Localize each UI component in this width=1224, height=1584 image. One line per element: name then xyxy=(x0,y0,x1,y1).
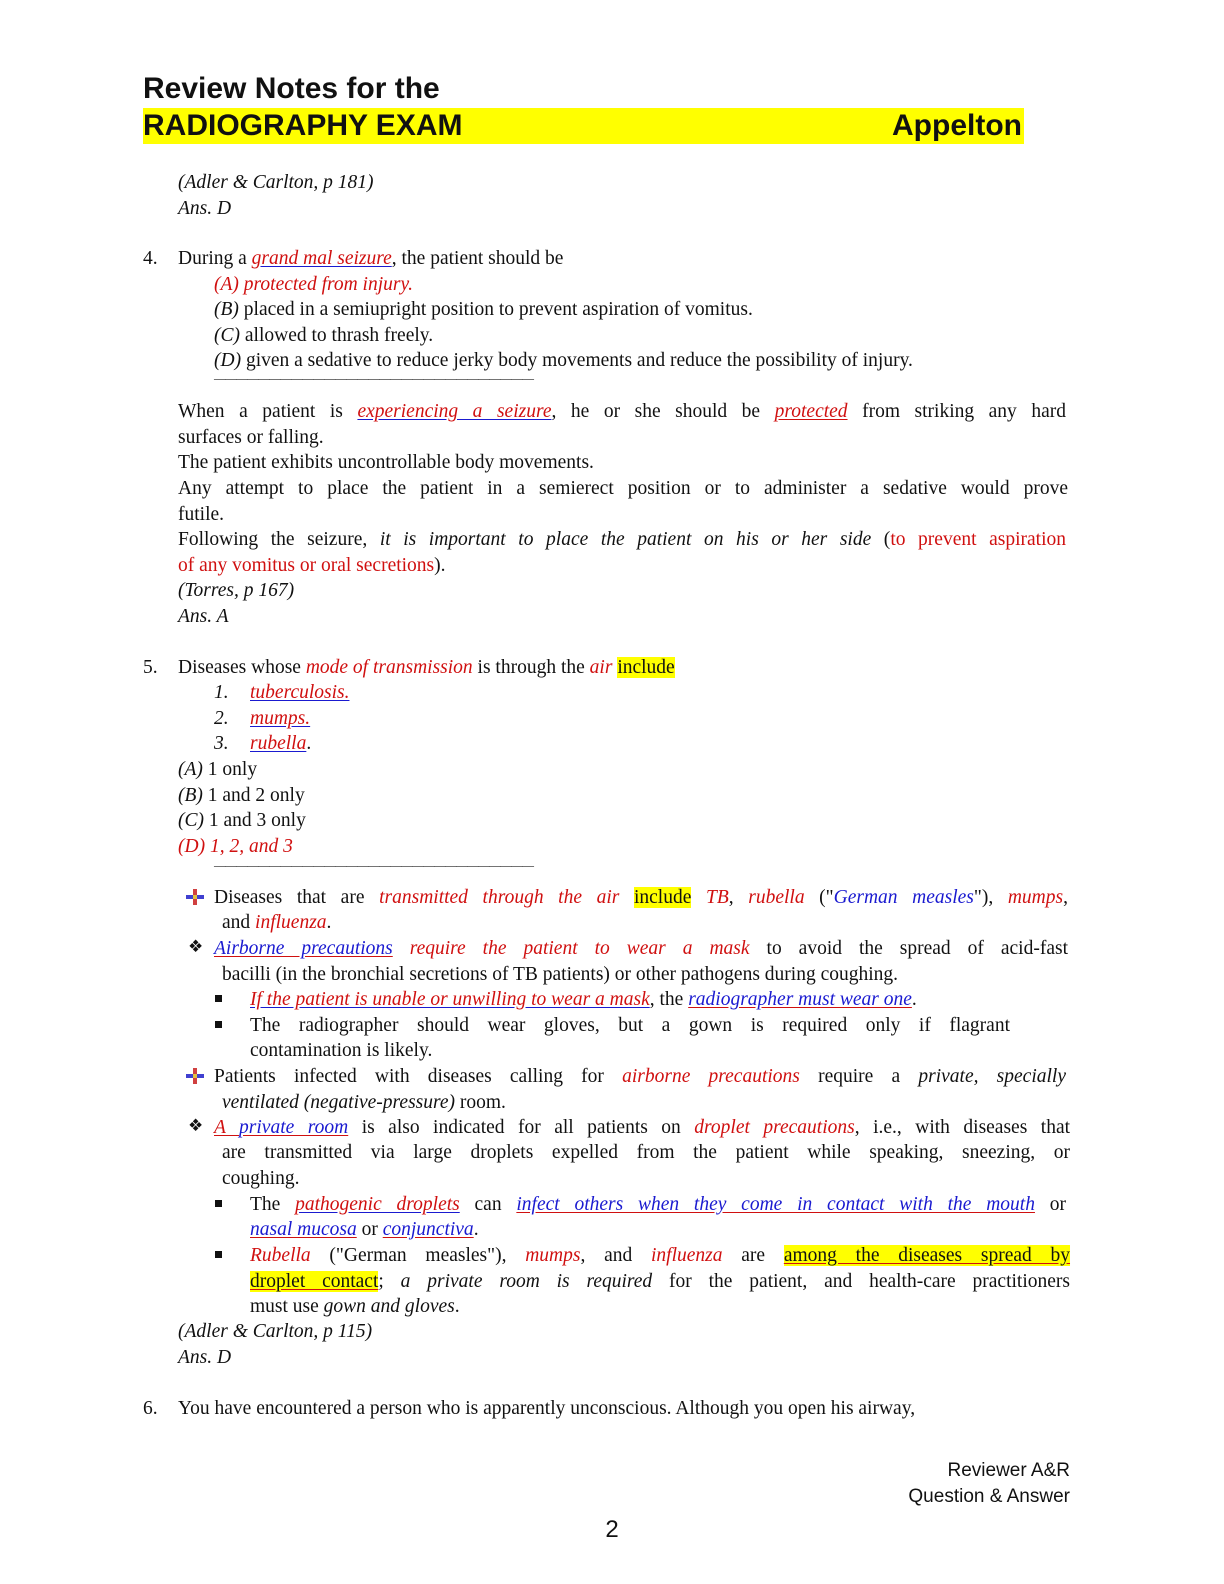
q4-explanation-line-5: futile. xyxy=(178,504,225,525)
q5-answer: Ans. D xyxy=(178,1347,232,1368)
q5-reference: (Adler & Carlton, p 115) xyxy=(178,1321,373,1342)
q5-bullet-5-line-2: ventilated (negative-pressure) room. xyxy=(222,1092,506,1113)
q4-explanation-line-2: surfaces or falling. xyxy=(178,427,324,448)
q4-explanation-line-7: of any vomitus or oral secretions). xyxy=(178,555,446,576)
header-exam-title: RADIOGRAPHY EXAM xyxy=(143,109,463,142)
q5-divider: ————————————————————————————— xyxy=(214,858,533,872)
q5-bullet-4-line-2: contamination is likely. xyxy=(250,1040,433,1061)
q4-option-a: (A) protected from injury. xyxy=(214,274,413,295)
q5-bullet-8-line-2: droplet contact; a private room is required for the patient, and health-care practitioners xyxy=(250,1271,1070,1292)
q5-bullet-6-line-3: coughing. xyxy=(222,1168,300,1189)
q4-answer: Ans. A xyxy=(178,606,229,627)
q3-reference: (Adler & Carlton, p 181) xyxy=(178,172,374,193)
footer-line-2: Question & Answer xyxy=(908,1486,1070,1507)
q5-option-a: (A) 1 only xyxy=(178,759,258,780)
q5-item-1: 1. tuberculosis. xyxy=(214,682,350,703)
q5-bullet-7-line-2: nasal mucosa or conjunctiva. xyxy=(250,1219,479,1240)
q4-number: 4. xyxy=(143,248,158,269)
plus-arrow-icon xyxy=(186,1068,204,1084)
q4-reference: (Torres, p 167) xyxy=(178,580,295,601)
page-number: 2 xyxy=(605,1516,619,1543)
q5-bullet-2-line-1: Airborne precautions require the patient to wear a mask to avoid the spread of acid-fast xyxy=(214,938,1069,959)
q4-option-c: (C) allowed to thrash freely. xyxy=(214,325,434,346)
q5-bullet-1-line-1: Diseases that are transmitted through the air include TB, rubella ("German measles"), mumps, xyxy=(214,887,1068,908)
q4-divider: ————————————————————————————— xyxy=(214,371,533,385)
q5-item-3: 3. rubella. xyxy=(214,733,312,754)
q3-answer: Ans. D xyxy=(178,198,232,219)
square-bullet-icon xyxy=(215,1251,222,1258)
q5-bullet-7-line-1: The pathogenic droplets can infect others when they come in contact with the mouth or xyxy=(250,1194,1066,1215)
q5-bullet-4-line-1: The radiographer should wear gloves, but a gown is required only if flagrant xyxy=(250,1015,1010,1036)
q6-number: 6. xyxy=(143,1398,158,1419)
q4-explanation-line-3: The patient exhibits uncontrollable body movements. xyxy=(178,452,594,473)
q4-explanation-line-6: Following the seizure, it is important to place the patient on his or her side (to prevent aspiration xyxy=(178,529,1066,550)
q5-bullet-5-line-1: Patients infected with diseases calling for airborne precautions require a private, specially xyxy=(214,1066,1066,1087)
q5-bullet-3: If the patient is unable or unwilling to wear a mask, the radiographer must wear one. xyxy=(250,989,917,1010)
q4-option-d: (D) given a sedative to reduce jerky body movements and reduce the possibility of injury. xyxy=(214,350,913,371)
q5-option-d: (D) 1, 2, and 3 xyxy=(178,836,293,857)
q5-bullet-8-line-3: must use gown and gloves. xyxy=(250,1296,460,1317)
footer-line-1: Reviewer A&R xyxy=(947,1460,1070,1481)
square-bullet-icon xyxy=(215,1021,222,1028)
q5-bullet-1-line-2: and influenza. xyxy=(222,912,332,933)
q5-number: 5. xyxy=(143,657,158,678)
header-banner xyxy=(143,108,1024,144)
q5-bullet-2-line-2: bacilli (in the bronchial secretions of TB patients) or other pathogens during coughing. xyxy=(222,964,899,985)
header-author: Appelton xyxy=(892,109,1022,142)
square-bullet-icon xyxy=(215,995,222,1002)
q4-explanation-line-4: Any attempt to place the patient in a semierect position or to administer a sedative would prove xyxy=(178,478,1068,499)
diamond-bullet-icon: ❖ xyxy=(188,937,204,957)
diamond-bullet-icon: ❖ xyxy=(188,1116,204,1136)
q5-item-2: 2. mumps. xyxy=(214,708,311,729)
q5-bullet-8-line-1: Rubella ("German measles"), mumps, and influenza are among the diseases spread by xyxy=(250,1245,1071,1266)
q5-bullet-6-line-2: are transmitted via large droplets expelled from the patient while speaking, sneezing, or xyxy=(222,1142,1070,1163)
q4-explanation-line-1: When a patient is experiencing a seizure, he or she should be protected from striking any hard xyxy=(178,401,1066,422)
q4-option-b: (B) placed in a semiupright position to prevent aspiration of vomitus. xyxy=(214,299,753,320)
q5-option-b: (B) 1 and 2 only xyxy=(178,785,305,806)
q5-bullet-6-line-1: A private room is also indicated for all patients on droplet precautions, i.e., with diseases that xyxy=(214,1117,1071,1138)
header-title: Review Notes for the xyxy=(143,72,440,105)
plus-arrow-icon xyxy=(186,889,204,905)
q5-option-c: (C) 1 and 3 only xyxy=(178,810,306,831)
square-bullet-icon xyxy=(215,1200,222,1207)
